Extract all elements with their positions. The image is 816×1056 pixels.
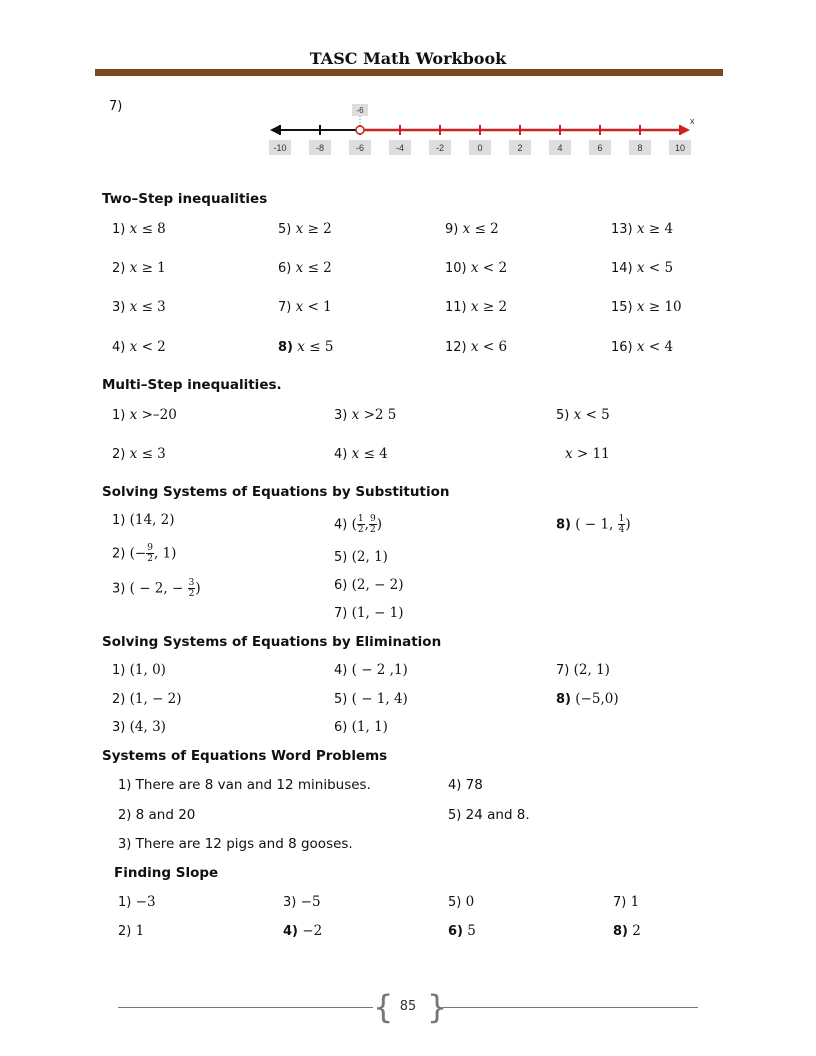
section-title-elimination: Solving Systems of Equations by Elimination	[102, 634, 442, 650]
elimination-answer-8: 8) (−5,0)	[556, 691, 619, 707]
axis-label: x	[690, 116, 695, 126]
two-step-answer-4: 4) x < 2	[112, 339, 166, 355]
section-title-finding-slope: Finding Slope	[114, 865, 219, 881]
word-problem-answer-2: 2) 8 and 20	[118, 807, 196, 823]
fraction: $\frac{1}{4}$	[618, 514, 625, 535]
two-step-answer-9: 9) x ≤ 2	[445, 221, 499, 237]
two-step-answer-10: 10) x < 2	[445, 260, 508, 276]
substitution-answer-7: 7) (1, − 1)	[334, 605, 404, 621]
elimination-answer-6: 6) (1, 1)	[334, 719, 388, 735]
two-step-answer-11: 11) x ≥ 2	[445, 299, 508, 315]
footer-bracket-right: }	[427, 988, 448, 1026]
word-problem-answer-1: 1) There are 8 van and 12 minibuses.	[118, 777, 371, 793]
slope-answer-3: 3) −5	[283, 894, 321, 910]
substitution-answer-8: 8) ( − 1, $\frac{1}{4}$ )	[556, 514, 631, 535]
tick-label: 6	[597, 143, 603, 153]
tick-label: 4	[557, 143, 563, 153]
tick-label: -6	[355, 143, 365, 153]
slope-answer-8: 8) 2	[613, 923, 641, 939]
page-number: 85	[399, 999, 417, 1014]
fraction: $\frac{9}{2}$	[369, 514, 376, 535]
slope-answer-6: 6) 5	[448, 923, 476, 939]
multi-step-answer-6: x > 11	[565, 446, 610, 462]
problem-7-label: 7)	[109, 99, 123, 114]
slope-answer-5: 5) 0	[448, 894, 475, 910]
word-problem-answer-3: 3) There are 12 pigs and 8 gooses.	[118, 836, 353, 852]
multi-step-answer-1: 1) x >–20	[112, 407, 177, 423]
multi-step-answer-4: 4) x ≤ 4	[334, 446, 388, 462]
number-line	[260, 100, 700, 162]
multi-step-answer-3: 3) x >2 5	[334, 407, 397, 423]
elimination-answer-3: 3) (4, 3)	[112, 719, 166, 735]
two-step-answer-14: 14) x < 5	[611, 260, 674, 276]
word-problem-answer-4: 4) 78	[448, 777, 483, 793]
open-point	[356, 126, 364, 134]
header-rule	[95, 69, 723, 76]
elimination-answer-2: 2) (1, − 2)	[112, 691, 182, 707]
elimination-answer-4: 4) ( − 2 ,1)	[334, 662, 408, 678]
multi-step-answer-2: 2) x ≤ 3	[112, 446, 166, 462]
two-step-answer-7: 7) x < 1	[278, 299, 332, 315]
substitution-answer-3: 3) ( − 2, − $\frac{3}{2}$ )	[112, 578, 201, 599]
tick-label: -4	[395, 143, 405, 153]
two-step-answer-8: 8) x ≤ 5	[278, 339, 334, 355]
point-label: -6	[356, 106, 364, 115]
substitution-answer-5: 5) (2, 1)	[334, 549, 388, 565]
fraction: $\frac{9}{2}$	[147, 543, 153, 564]
two-step-answer-5: 5) x ≥ 2	[278, 221, 332, 237]
section-title-substitution: Solving Systems of Equations by Substitution	[102, 484, 450, 500]
two-step-answer-6: 6) x ≤ 2	[278, 260, 332, 276]
substitution-answer-4: 4) ( $\frac{1}{2}$ , $\frac{9}{2}$ )	[334, 514, 382, 535]
fraction: $\frac{1}{2}$	[357, 514, 364, 535]
slope-answer-4: 4) −2	[283, 923, 323, 939]
tick-label: 8	[637, 143, 643, 153]
slope-answer-1: 1) −3	[118, 894, 156, 910]
left-arrow-icon	[270, 125, 280, 135]
tick-label: -2	[435, 143, 445, 153]
two-step-answer-12: 12) x < 6	[445, 339, 508, 355]
elimination-answer-7: 7) (2, 1)	[556, 662, 610, 678]
tick-label: 2	[517, 143, 523, 153]
slope-answer-7: 7) 1	[613, 894, 640, 910]
two-step-answer-1: 1) x ≤ 8	[112, 221, 166, 237]
two-step-answer-2: 2) x ≥ 1	[112, 260, 166, 276]
section-title-multi-step: Multi–Step inequalities.	[102, 377, 282, 393]
right-arrow-icon	[680, 125, 690, 135]
section-title-word-problems: Systems of Equations Word Problems	[102, 748, 388, 764]
fraction: $\frac{3}{2}$	[188, 578, 195, 599]
tick-label: -8	[315, 143, 325, 153]
multi-step-answer-5: 5) x < 5	[556, 407, 610, 423]
substitution-answer-1: 1) (14, 2)	[112, 512, 175, 528]
substitution-answer-6: 6) (2, − 2)	[334, 577, 404, 593]
two-step-answer-15: 15) x ≥ 10	[611, 299, 682, 315]
slope-answer-2: 2) 1	[118, 923, 145, 939]
tick-label: 10	[674, 143, 686, 153]
elimination-answer-1: 1) (1, 0)	[112, 662, 166, 678]
elimination-answer-5: 5) ( − 1, 4)	[334, 691, 408, 707]
footer-bracket-left: {	[373, 988, 394, 1026]
tick-label: 0	[477, 143, 483, 153]
two-step-answer-3: 3) x ≤ 3	[112, 299, 166, 315]
tick-label: -10	[273, 143, 287, 153]
section-title-two-step: Two–Step inequalities	[102, 191, 268, 207]
page-header-title: TASC Math Workbook	[309, 49, 507, 68]
two-step-answer-16: 16) x < 4	[611, 339, 674, 355]
two-step-answer-13: 13) x ≥ 4	[611, 221, 674, 237]
substitution-answer-2: 2) (− $\frac{9}{2}$ , 1)	[112, 543, 177, 564]
word-problem-answer-5: 5) 24 and 8.	[448, 807, 530, 823]
